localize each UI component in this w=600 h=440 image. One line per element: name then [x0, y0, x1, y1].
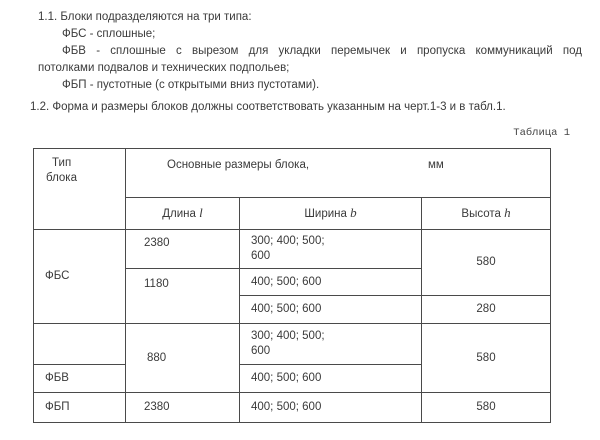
- width-cell: 300; 400; 500; 600: [240, 230, 422, 269]
- length-cell: 2380: [126, 393, 240, 423]
- length-cell: 1180: [126, 269, 240, 324]
- table-row: [34, 324, 551, 365]
- type-cell-fbv: ФБВ: [34, 365, 126, 393]
- height-cell: 580: [422, 230, 551, 296]
- length-cell: 2380: [126, 230, 240, 269]
- header-width: Ширина b: [240, 198, 422, 230]
- height-cell: 580: [422, 393, 551, 423]
- header-main-sizes: Основные размеры блока, мм: [126, 149, 551, 198]
- height-cell: 580: [422, 324, 551, 393]
- header-length: Длина l: [126, 198, 240, 230]
- type-fbs-description: ФБС - сплошные;: [62, 28, 156, 40]
- width-cell: 400; 500; 600: [240, 365, 422, 393]
- height-cell: 280: [422, 296, 551, 324]
- table-header-row: [34, 149, 551, 198]
- table-caption: Таблица 1: [513, 127, 570, 139]
- paragraph-1-1: 1.1. Блоки подразделяются на три типа:: [38, 11, 252, 23]
- width-cell: 400; 500; 600: [240, 393, 422, 423]
- header-height: Высота h: [422, 198, 551, 230]
- type-fbp-description: ФБП - пустотные (с открытыми вниз пустотами).: [62, 79, 320, 91]
- block-sizes-table: [33, 148, 551, 423]
- type-cell-fbp: ФБП: [34, 393, 126, 423]
- width-cell: 300; 400; 500; 600: [240, 324, 422, 365]
- length-cell: 880: [126, 324, 240, 393]
- type-cell-empty: [34, 324, 126, 365]
- paragraph-1-2: 1.2. Форма и размеры блоков должны соответствовать указанным на черт.1-3 и в табл.1.: [30, 101, 506, 113]
- table-row: [34, 230, 551, 269]
- width-cell: 400; 500; 600: [240, 296, 422, 324]
- type-fbv-description-line2: потолками подвалов и технических подпольев;: [38, 62, 290, 74]
- type-fbv-description-line1: ФБВ - сплошные с вырезом для укладки перемычек и пропуска коммуникаций под: [62, 45, 582, 57]
- table-row: [34, 393, 551, 423]
- header-type: Тип блока: [34, 149, 126, 230]
- type-cell-fbs: ФБС: [34, 230, 126, 324]
- width-cell: 400; 500; 600: [240, 269, 422, 296]
